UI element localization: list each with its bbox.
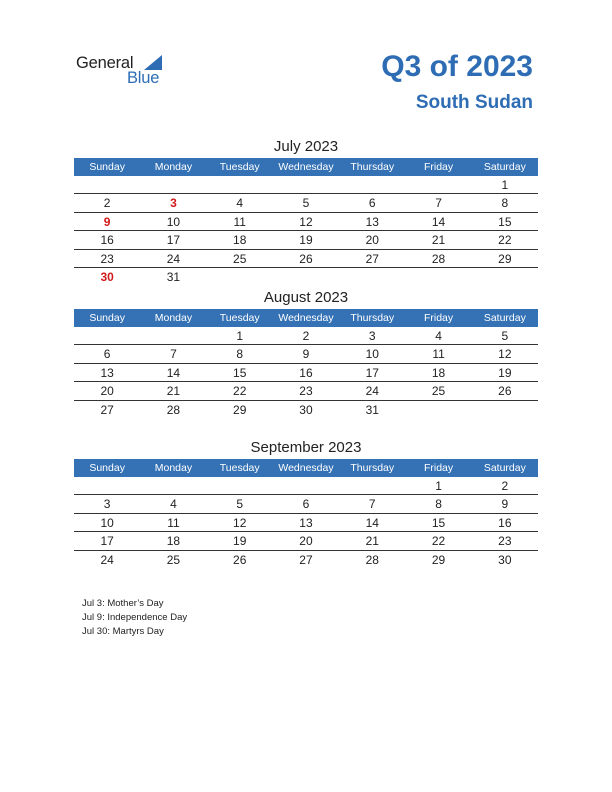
day-cell: 6 bbox=[368, 196, 376, 211]
week-row bbox=[74, 495, 538, 513]
day-cell bbox=[472, 268, 538, 285]
weekday-header: Wednesday bbox=[278, 462, 334, 474]
day-cell: 8 bbox=[435, 497, 442, 512]
day-cell bbox=[273, 268, 339, 285]
day-cell: 9 bbox=[501, 497, 509, 512]
day-cell: 17 bbox=[166, 233, 181, 248]
weekday-header-row bbox=[74, 459, 538, 477]
day-cell bbox=[273, 176, 339, 193]
holiday-notes bbox=[82, 597, 187, 639]
day-cell: 14 bbox=[166, 365, 181, 380]
day-cell: 21 bbox=[431, 233, 446, 248]
holiday-note: Jul 9: Independence Day bbox=[82, 612, 188, 623]
week-row bbox=[74, 194, 538, 212]
weekday-header: Thursday bbox=[350, 161, 395, 173]
day-cell: 21 bbox=[365, 534, 379, 549]
day-cell bbox=[207, 477, 273, 494]
holiday-day-cell: 9 bbox=[103, 214, 111, 229]
day-cell: 19 bbox=[498, 365, 512, 380]
day-cell: 19 bbox=[299, 233, 313, 248]
day-cell: 7 bbox=[368, 497, 376, 512]
week-row bbox=[74, 213, 538, 231]
day-cell: 17 bbox=[100, 534, 114, 549]
day-cell: 11 bbox=[233, 214, 246, 229]
day-cell: 18 bbox=[166, 534, 181, 549]
day-cell: 16 bbox=[299, 365, 313, 380]
day-cell: 10 bbox=[166, 214, 181, 229]
day-cell: 23 bbox=[299, 384, 313, 399]
day-cell: 12 bbox=[299, 214, 313, 229]
weekday-header: Saturday bbox=[483, 462, 526, 474]
day-cell: 10 bbox=[365, 347, 379, 362]
day-cell bbox=[339, 477, 405, 494]
day-cell: 20 bbox=[100, 384, 114, 399]
page-subtitle: South Sudan bbox=[415, 92, 533, 113]
month-title: September 2023 bbox=[250, 439, 362, 456]
logo-word-blue: Blue bbox=[127, 69, 160, 87]
weekday-header: Tuesday bbox=[219, 312, 260, 324]
weekday-header-row bbox=[74, 309, 538, 327]
day-cell: 15 bbox=[233, 365, 247, 380]
weekday-header-row bbox=[74, 158, 538, 176]
day-cell: 6 bbox=[302, 497, 310, 512]
day-cell: 7 bbox=[435, 196, 442, 211]
page-title: Q3 of 2023 bbox=[381, 50, 533, 83]
day-cell: 29 bbox=[431, 552, 446, 567]
day-cell: 28 bbox=[431, 251, 446, 266]
weekday-header: Saturday bbox=[483, 312, 526, 324]
day-cell bbox=[339, 268, 405, 285]
day-cell: 2 bbox=[302, 329, 310, 343]
day-cell: 30 bbox=[498, 552, 512, 567]
month-august bbox=[74, 287, 538, 418]
day-cell: 2 bbox=[103, 196, 111, 211]
day-cell: 13 bbox=[100, 365, 114, 380]
week-row bbox=[74, 268, 538, 285]
day-cell: 4 bbox=[435, 329, 442, 343]
weekday-header: Sunday bbox=[89, 161, 125, 173]
day-cell: 20 bbox=[365, 233, 379, 248]
week-row bbox=[74, 532, 538, 550]
day-cell: 5 bbox=[302, 196, 310, 211]
day-cell: 17 bbox=[365, 365, 379, 380]
logo-word-general: General bbox=[76, 54, 134, 72]
weekday-header: Wednesday bbox=[278, 312, 334, 324]
day-cell bbox=[405, 268, 471, 285]
day-cell: 14 bbox=[365, 515, 379, 530]
day-cell: 22 bbox=[431, 534, 446, 549]
holiday-note: Jul 30: Martyrs Day bbox=[82, 626, 164, 637]
day-cell bbox=[74, 176, 140, 193]
weekday-header: Saturday bbox=[483, 161, 526, 173]
day-cell: 11 bbox=[432, 347, 445, 362]
week-row bbox=[74, 250, 538, 268]
day-cell: 4 bbox=[236, 196, 244, 211]
month-title: July 2023 bbox=[273, 138, 339, 155]
day-cell: 1 bbox=[236, 329, 244, 343]
day-cell: 24 bbox=[166, 251, 181, 266]
week-row bbox=[74, 364, 538, 382]
weekday-header: Monday bbox=[154, 161, 193, 173]
day-cell: 16 bbox=[498, 515, 512, 530]
day-cell: 27 bbox=[365, 251, 379, 266]
day-cell: 14 bbox=[431, 214, 446, 229]
day-cell: 26 bbox=[233, 552, 247, 567]
week-row bbox=[74, 477, 538, 495]
day-cell: 13 bbox=[365, 214, 379, 229]
month-september bbox=[74, 437, 538, 568]
day-cell: 6 bbox=[103, 347, 111, 362]
day-cell: 18 bbox=[431, 365, 446, 380]
day-cell: 11 bbox=[167, 515, 180, 530]
weekday-header: Tuesday bbox=[219, 161, 260, 173]
day-cell: 31 bbox=[365, 402, 379, 417]
weekday-header: Wednesday bbox=[278, 161, 334, 173]
weekday-header: Thursday bbox=[350, 312, 395, 324]
day-cell: 27 bbox=[299, 552, 313, 567]
week-row bbox=[74, 514, 538, 532]
day-cell: 22 bbox=[233, 384, 247, 399]
week-row bbox=[74, 401, 538, 418]
day-cell: 30 bbox=[299, 402, 313, 417]
holiday-day-cell: 30 bbox=[100, 269, 114, 284]
day-cell: 19 bbox=[233, 534, 247, 549]
day-cell: 23 bbox=[498, 534, 512, 549]
day-cell: 21 bbox=[166, 384, 181, 399]
day-cell: 27 bbox=[100, 402, 114, 417]
day-cell bbox=[74, 327, 140, 344]
day-cell bbox=[140, 176, 206, 193]
day-cell: 1 bbox=[501, 178, 509, 192]
week-row bbox=[74, 327, 538, 345]
day-cell: 12 bbox=[498, 347, 512, 362]
week-row bbox=[74, 382, 538, 400]
day-cell: 28 bbox=[166, 402, 181, 417]
week-row bbox=[74, 551, 538, 568]
day-cell: 8 bbox=[236, 347, 244, 362]
day-cell bbox=[140, 327, 206, 344]
day-cell: 3 bbox=[103, 497, 111, 512]
weekday-header: Monday bbox=[154, 462, 193, 474]
holiday-day-cell: 3 bbox=[170, 196, 177, 211]
weekday-header: Tuesday bbox=[219, 462, 260, 474]
day-cell: 24 bbox=[365, 384, 379, 399]
weekday-header: Monday bbox=[154, 312, 193, 324]
month-july bbox=[74, 136, 538, 285]
day-cell: 25 bbox=[233, 251, 247, 266]
weekday-header: Friday bbox=[423, 462, 454, 474]
day-cell: 9 bbox=[302, 347, 310, 362]
weekday-header: Friday bbox=[423, 312, 454, 324]
day-cell: 28 bbox=[365, 552, 379, 567]
day-cell: 15 bbox=[498, 214, 512, 229]
day-cell: 2 bbox=[501, 479, 509, 493]
day-cell: 25 bbox=[166, 552, 181, 567]
day-cell: 22 bbox=[498, 233, 512, 248]
holiday-note: Jul 3: Mother’s Day bbox=[82, 598, 164, 609]
day-cell: 26 bbox=[498, 384, 512, 399]
day-cell bbox=[405, 176, 471, 193]
day-cell: 25 bbox=[431, 384, 446, 399]
day-cell: 31 bbox=[166, 269, 181, 284]
week-row bbox=[74, 231, 538, 249]
weekday-header: Sunday bbox=[89, 462, 125, 474]
day-cell: 15 bbox=[431, 515, 446, 530]
day-cell: 16 bbox=[100, 233, 114, 248]
day-cell: 7 bbox=[170, 347, 177, 362]
logo-triangle-icon bbox=[144, 55, 162, 70]
day-cell: 3 bbox=[368, 329, 376, 343]
day-cell: 29 bbox=[233, 402, 247, 417]
day-cell: 24 bbox=[100, 552, 114, 567]
week-row bbox=[74, 345, 538, 363]
day-cell: 4 bbox=[170, 497, 177, 512]
day-cell: 12 bbox=[233, 515, 247, 530]
day-cell bbox=[273, 477, 339, 494]
day-cell bbox=[207, 268, 273, 285]
weekday-header: Friday bbox=[423, 161, 454, 173]
week-row bbox=[74, 176, 538, 194]
day-cell: 20 bbox=[299, 534, 313, 549]
day-cell: 10 bbox=[100, 515, 114, 530]
day-cell bbox=[472, 401, 538, 418]
day-cell: 5 bbox=[501, 329, 509, 343]
month-title: August 2023 bbox=[263, 289, 349, 306]
day-cell bbox=[405, 401, 471, 418]
day-cell bbox=[140, 477, 206, 494]
day-cell: 1 bbox=[435, 479, 442, 493]
weekday-header: Thursday bbox=[350, 462, 395, 474]
day-cell bbox=[339, 176, 405, 193]
day-cell: 29 bbox=[498, 251, 512, 266]
day-cell bbox=[207, 176, 273, 193]
day-cell: 18 bbox=[233, 233, 247, 248]
day-cell bbox=[74, 477, 140, 494]
day-cell: 23 bbox=[100, 251, 114, 266]
day-cell: 26 bbox=[299, 251, 313, 266]
generalblue-logo bbox=[76, 54, 176, 88]
day-cell: 8 bbox=[501, 196, 509, 211]
weekday-header: Sunday bbox=[89, 312, 125, 324]
day-cell: 5 bbox=[236, 497, 244, 512]
day-cell: 13 bbox=[299, 515, 313, 530]
